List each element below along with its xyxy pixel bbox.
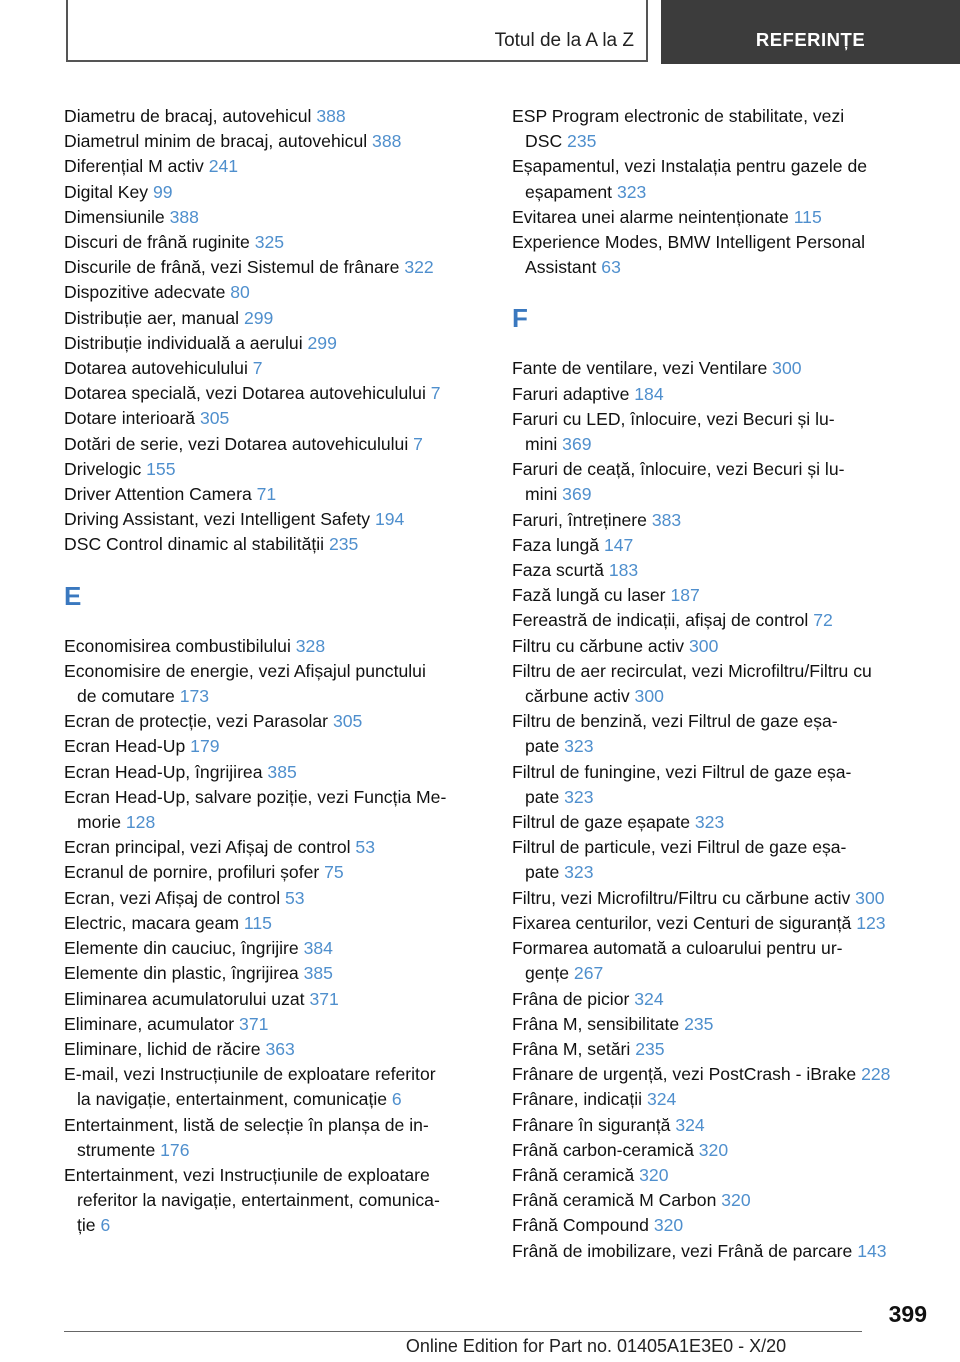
index-term: Dotarea autovehiculului bbox=[64, 358, 248, 379]
index-page-link[interactable]: 299 bbox=[243, 307, 274, 328]
index-term: Filtru de benzină, vezi Filtrul de gaze eșa- pate bbox=[512, 711, 838, 757]
index-term: Frâna M, sensibilitate bbox=[512, 1013, 680, 1034]
index-page-link[interactable]: 383 bbox=[651, 509, 682, 530]
index-entry bbox=[512, 382, 932, 407]
index-page-link[interactable]: 305 bbox=[332, 711, 363, 732]
index-entry bbox=[64, 987, 484, 1012]
index-term: Eliminare, acumulator bbox=[64, 1013, 235, 1034]
index-letter-heading bbox=[64, 558, 484, 634]
index-page-link[interactable]: 299 bbox=[307, 332, 337, 353]
index-page-link[interactable]: 80 bbox=[230, 282, 250, 303]
index-term: Entertainment, listă de selecție în planșa de in- strumente bbox=[64, 1114, 429, 1160]
index-term: Discurile de frână, vezi Sistemul de frânare bbox=[64, 257, 400, 278]
index-entry bbox=[64, 1163, 484, 1239]
index-page-link[interactable]: 184 bbox=[634, 383, 664, 404]
index-page-link[interactable]: 300 bbox=[634, 686, 664, 707]
index-page-link[interactable]: 323 bbox=[564, 786, 594, 807]
index-entry bbox=[512, 886, 932, 911]
index-page-link[interactable]: 320 bbox=[698, 1139, 729, 1160]
index-entry bbox=[64, 482, 484, 507]
index-term: Dotare interioară bbox=[64, 408, 196, 429]
index-page-link[interactable]: 63 bbox=[601, 257, 621, 278]
index-term: Frână de imobilizare, vezi Frână de parcare bbox=[512, 1240, 853, 1261]
index-page-link[interactable]: 235 bbox=[567, 131, 597, 152]
index-term: Ecran Head-Up, salvare poziție, vezi Funcția Me- morie bbox=[64, 786, 447, 833]
index-term: Frână carbon-ceramică bbox=[512, 1139, 694, 1160]
index-page-link[interactable]: 384 bbox=[303, 938, 333, 959]
index-page-link[interactable]: 385 bbox=[267, 761, 297, 782]
index-entry bbox=[64, 230, 484, 255]
index-term: Faruri cu LED, înlocuire, vezi Becuri și lu- mini bbox=[512, 408, 835, 455]
index-term: Frână ceramică M Carbon bbox=[512, 1190, 717, 1211]
index-entry bbox=[512, 457, 932, 507]
index-entry bbox=[64, 381, 484, 406]
index-entry bbox=[512, 760, 932, 810]
index-page-link[interactable]: 155 bbox=[146, 458, 176, 479]
index-entry bbox=[64, 659, 484, 709]
index-entry bbox=[64, 180, 484, 205]
index-page-link[interactable]: 320 bbox=[639, 1164, 669, 1185]
index-term: Dotarea specială, vezi Dotarea autovehiculului bbox=[64, 383, 426, 404]
index-page-link[interactable]: 123 bbox=[856, 912, 886, 933]
index-page-link[interactable]: 324 bbox=[675, 1114, 705, 1135]
index-entry bbox=[64, 961, 484, 986]
index-entry bbox=[512, 1213, 932, 1238]
index-entry bbox=[512, 1012, 932, 1037]
header-title: Totul de la A la Z bbox=[494, 30, 634, 51]
index-entry bbox=[512, 987, 932, 1012]
index-entry bbox=[64, 205, 484, 230]
index-page-link[interactable]: 7 bbox=[413, 433, 423, 454]
index-term: Drivelogic bbox=[64, 458, 142, 479]
index-page-link[interactable]: 173 bbox=[179, 686, 210, 707]
index-term: Elemente din plastic, îngrijirea bbox=[64, 963, 299, 984]
index-term: Frâna M, setări bbox=[512, 1038, 631, 1059]
index-entry bbox=[64, 1062, 484, 1112]
index-letter: E bbox=[64, 580, 82, 611]
index-page-link[interactable]: 371 bbox=[239, 1013, 269, 1034]
index-page-link[interactable]: 305 bbox=[199, 408, 230, 429]
index-term: Experience Modes, BMW Intelligent Personal Assistant bbox=[512, 232, 866, 278]
index-entry bbox=[64, 911, 484, 936]
index-entry bbox=[512, 558, 932, 583]
index-entry bbox=[512, 154, 932, 204]
index-page-link[interactable]: 324 bbox=[634, 988, 664, 1009]
index-entry bbox=[64, 709, 484, 734]
index-page-link[interactable]: 72 bbox=[813, 610, 833, 631]
index-entry bbox=[512, 230, 932, 280]
index-entry bbox=[512, 911, 932, 936]
index-page-link[interactable]: 323 bbox=[564, 862, 594, 883]
index-page-link[interactable]: 176 bbox=[160, 1139, 190, 1160]
index-term: Ecran Head-Up, îngrijirea bbox=[64, 761, 263, 782]
index-term: Filtrul de particule, vezi Filtrul de gaze eșa- pate bbox=[512, 837, 847, 883]
index-page-link[interactable]: 328 bbox=[295, 635, 326, 656]
index-term: Diametru de bracaj, autovehicul bbox=[64, 106, 312, 126]
index-page-link[interactable]: 322 bbox=[404, 257, 434, 278]
index-page-link[interactable]: 388 bbox=[316, 106, 346, 126]
index-page-link[interactable]: 7 bbox=[252, 358, 263, 379]
index-page-link[interactable]: 369 bbox=[562, 484, 592, 505]
index-term: Dotări de serie, vezi Dotarea autovehiculului bbox=[64, 433, 409, 454]
index-term: Frână Compound bbox=[512, 1215, 649, 1236]
index-page-link[interactable]: 369 bbox=[562, 434, 592, 455]
index-entry bbox=[64, 734, 484, 759]
index-entry bbox=[512, 1163, 932, 1188]
index-entry bbox=[64, 457, 484, 482]
index-term: Discuri de frână ruginite bbox=[64, 232, 250, 253]
index-term: Electric, macara geam bbox=[64, 912, 240, 933]
index-page-link[interactable]: 228 bbox=[861, 1064, 891, 1085]
index-term: Entertainment, vezi Instrucțiunile de exploatare referitor la navigație, entertainment, comunica- ție bbox=[64, 1164, 440, 1236]
index-page-link[interactable]: 300 bbox=[855, 887, 885, 908]
page-number: 399 bbox=[888, 1301, 927, 1327]
index-entry bbox=[64, 255, 484, 280]
index-entry bbox=[512, 533, 932, 558]
index-term: Filtru de aer recirculat, vezi Microfiltru/Filtru cu cărbune activ bbox=[512, 660, 872, 707]
index-page-link[interactable]: 115 bbox=[793, 206, 822, 227]
index-term: Fereastră de indicații, afișaj de control bbox=[512, 610, 809, 631]
index-entry bbox=[512, 205, 932, 230]
index-entry bbox=[512, 1138, 932, 1163]
index-page-link[interactable]: 147 bbox=[603, 534, 634, 555]
index-page-link[interactable]: 7 bbox=[430, 383, 441, 404]
index-page-link[interactable]: 6 bbox=[100, 1215, 111, 1236]
index-term: Driver Attention Camera bbox=[64, 484, 252, 505]
index-page-link[interactable]: 388 bbox=[169, 206, 199, 227]
index-page-link[interactable]: 241 bbox=[208, 156, 239, 177]
index-term: Diametrul minim de bracaj, autovehicul bbox=[64, 131, 368, 152]
index-term: Fixarea centurilor, vezi Centuri de siguranță bbox=[512, 912, 852, 933]
index-page-link[interactable]: 53 bbox=[285, 887, 305, 908]
index-term: Faza lungă bbox=[512, 534, 600, 555]
index-entry bbox=[512, 1239, 932, 1264]
index-entry bbox=[64, 760, 484, 785]
index-term: Faruri adaptive bbox=[512, 383, 630, 404]
index-entry bbox=[64, 860, 484, 885]
index-entry bbox=[512, 583, 932, 608]
index-term: Frâna de picior bbox=[512, 988, 630, 1009]
index-term: Ecran Head-Up bbox=[64, 736, 186, 757]
index-entry bbox=[64, 785, 484, 835]
index-page-link[interactable]: 187 bbox=[670, 585, 700, 606]
index-page-link[interactable]: 300 bbox=[689, 635, 719, 656]
footer-divider bbox=[64, 1331, 862, 1332]
index-page-link[interactable]: 371 bbox=[309, 988, 339, 1009]
index-page-link[interactable]: 194 bbox=[374, 509, 405, 530]
index-page-link[interactable]: 235 bbox=[684, 1013, 714, 1034]
index-page-link[interactable]: 179 bbox=[190, 736, 220, 757]
index-entry bbox=[512, 810, 932, 835]
index-entry bbox=[512, 1087, 932, 1112]
index-page-link[interactable]: 183 bbox=[608, 560, 639, 581]
index-term: Diferențial M activ bbox=[64, 156, 204, 177]
index-term: Eliminarea acumulatorului uzat bbox=[64, 988, 305, 1009]
index-page-link[interactable]: 235 bbox=[635, 1038, 665, 1059]
index-entry bbox=[64, 129, 484, 154]
header-section-tab bbox=[661, 0, 960, 64]
index-term: ESP Program electronic de stabilitate, vezi DSC bbox=[512, 106, 845, 152]
index-page-link[interactable]: 300 bbox=[772, 358, 802, 379]
index-term: Fante de ventilare, vezi Ventilare bbox=[512, 358, 768, 379]
index-page-link[interactable]: 363 bbox=[265, 1038, 295, 1059]
index-page-link[interactable]: 320 bbox=[721, 1190, 751, 1211]
index-page-link[interactable]: 388 bbox=[372, 131, 402, 152]
index-page-link[interactable]: 267 bbox=[573, 963, 604, 984]
index-entry bbox=[64, 432, 484, 457]
index-entry bbox=[64, 154, 484, 179]
index-page-link[interactable]: 115 bbox=[243, 912, 272, 933]
index-entry bbox=[64, 331, 484, 356]
index-page-link[interactable]: 71 bbox=[256, 484, 277, 505]
index-page-link[interactable]: 128 bbox=[125, 812, 156, 833]
index-entry bbox=[512, 659, 932, 709]
index-entry bbox=[64, 835, 484, 860]
index-entry bbox=[512, 1037, 932, 1062]
index-term: Distribuție individuală a aerului bbox=[64, 332, 303, 353]
index-entry bbox=[512, 1062, 932, 1087]
index-term: Ecran principal, vezi Afișaj de control bbox=[64, 837, 351, 858]
index-term: Digital Key bbox=[64, 181, 149, 202]
index-entry bbox=[64, 1037, 484, 1062]
index-entry bbox=[64, 507, 484, 532]
index-column-left bbox=[64, 104, 484, 1239]
index-letter-heading bbox=[512, 280, 932, 356]
index-entry bbox=[64, 1012, 484, 1037]
index-term: Filtrul de gaze eșapate bbox=[512, 812, 690, 833]
index-term: Eliminare, lichid de răcire bbox=[64, 1038, 261, 1059]
index-term: Economisire de energie, vezi Afișajul punctului de comutare bbox=[64, 660, 426, 707]
index-term: Elemente din cauciuc, îngrijire bbox=[64, 938, 299, 959]
index-term: Fază lungă cu laser bbox=[512, 585, 666, 606]
index-term: Faza scurtă bbox=[512, 560, 604, 581]
header-title-box bbox=[66, 0, 648, 62]
index-entry bbox=[512, 835, 932, 885]
index-entry bbox=[64, 886, 484, 911]
index-entry bbox=[64, 634, 484, 659]
index-term: Dimensiunile bbox=[64, 206, 165, 227]
index-entry bbox=[64, 936, 484, 961]
index-entry bbox=[512, 608, 932, 633]
index-term: Ecran de protecție, vezi Parasolar bbox=[64, 711, 329, 732]
index-entry bbox=[64, 532, 484, 557]
index-term: Dispozitive adecvate bbox=[64, 282, 226, 303]
index-entry bbox=[512, 407, 932, 457]
index-term: Formarea automată a culoarului pentru ur- gențe bbox=[512, 938, 843, 984]
index-term: Frânare de urgență, vezi PostCrash - iBrake bbox=[512, 1064, 857, 1085]
index-page-link[interactable]: 323 bbox=[694, 812, 725, 833]
index-letter: F bbox=[512, 303, 528, 334]
index-column-right bbox=[512, 104, 932, 1264]
index-term: E-mail, vezi Instrucțiunile de exploatare referitor la navigație, entertainment, comunicație bbox=[64, 1064, 436, 1110]
index-page-link[interactable]: 6 bbox=[391, 1089, 402, 1110]
index-page-link[interactable]: 385 bbox=[303, 963, 333, 984]
index-term: Distribuție aer, manual bbox=[64, 307, 240, 328]
index-page-link[interactable]: 323 bbox=[616, 181, 647, 202]
index-entry bbox=[64, 280, 484, 305]
footer-edition: Online Edition for Part no. 01405A1E3E0 - X/20 bbox=[405, 1336, 787, 1356]
index-page-link[interactable]: 323 bbox=[564, 736, 594, 757]
index-page-link[interactable]: 143 bbox=[857, 1240, 887, 1261]
index-entry bbox=[512, 356, 932, 381]
index-term: Economisirea combustibilului bbox=[64, 635, 291, 656]
index-entry bbox=[512, 634, 932, 659]
index-term: Ecran, vezi Afișaj de control bbox=[64, 887, 281, 908]
index-term: Ecranul de pornire, profiluri șofer bbox=[64, 862, 320, 883]
index-term: Filtru, vezi Microfiltru/Filtru cu cărbune activ bbox=[512, 887, 851, 908]
index-entry bbox=[64, 306, 484, 331]
index-entry bbox=[512, 1113, 932, 1138]
index-term: Faruri de ceață, înlocuire, vezi Becuri și lu- mini bbox=[512, 459, 845, 505]
index-term: Driving Assistant, vezi Intelligent Safety bbox=[64, 509, 371, 530]
index-term: Evitarea unei alarme neintenționate bbox=[512, 206, 789, 227]
index-page-link[interactable]: 99 bbox=[153, 181, 173, 202]
index-term: Filtrul de funingine, vezi Filtrul de gaze eșa- pate bbox=[512, 761, 852, 807]
index-term: Filtru cu cărbune activ bbox=[512, 635, 685, 656]
index-entry bbox=[512, 104, 932, 154]
index-term: DSC Control dinamic al stabilității bbox=[64, 534, 325, 555]
index-entry bbox=[64, 1113, 484, 1163]
index-entry bbox=[64, 104, 484, 129]
index-entry bbox=[512, 508, 932, 533]
index-entry bbox=[512, 1188, 932, 1213]
index-page-link[interactable]: 53 bbox=[355, 837, 375, 858]
index-page-link[interactable]: 324 bbox=[646, 1089, 677, 1110]
index-term: Faruri, întreținere bbox=[512, 509, 647, 530]
index-entry bbox=[64, 406, 484, 431]
index-page-link[interactable]: 235 bbox=[328, 534, 359, 555]
index-entry bbox=[64, 356, 484, 381]
index-term: Eșapamentul, vezi Instalația pentru gazele de eșapament bbox=[512, 156, 868, 202]
header-section-label: REFERINȚE bbox=[755, 29, 866, 50]
index-page-link[interactable]: 325 bbox=[254, 232, 285, 253]
index-term: Frână ceramică bbox=[512, 1164, 635, 1185]
index-page-link[interactable]: 320 bbox=[653, 1215, 684, 1236]
index-page-link[interactable]: 75 bbox=[324, 862, 344, 883]
index-entry bbox=[512, 709, 932, 759]
index-term: Frânare, indicații bbox=[512, 1089, 643, 1110]
index-entry bbox=[512, 936, 932, 986]
index-term: Frânare în siguranță bbox=[512, 1114, 671, 1135]
